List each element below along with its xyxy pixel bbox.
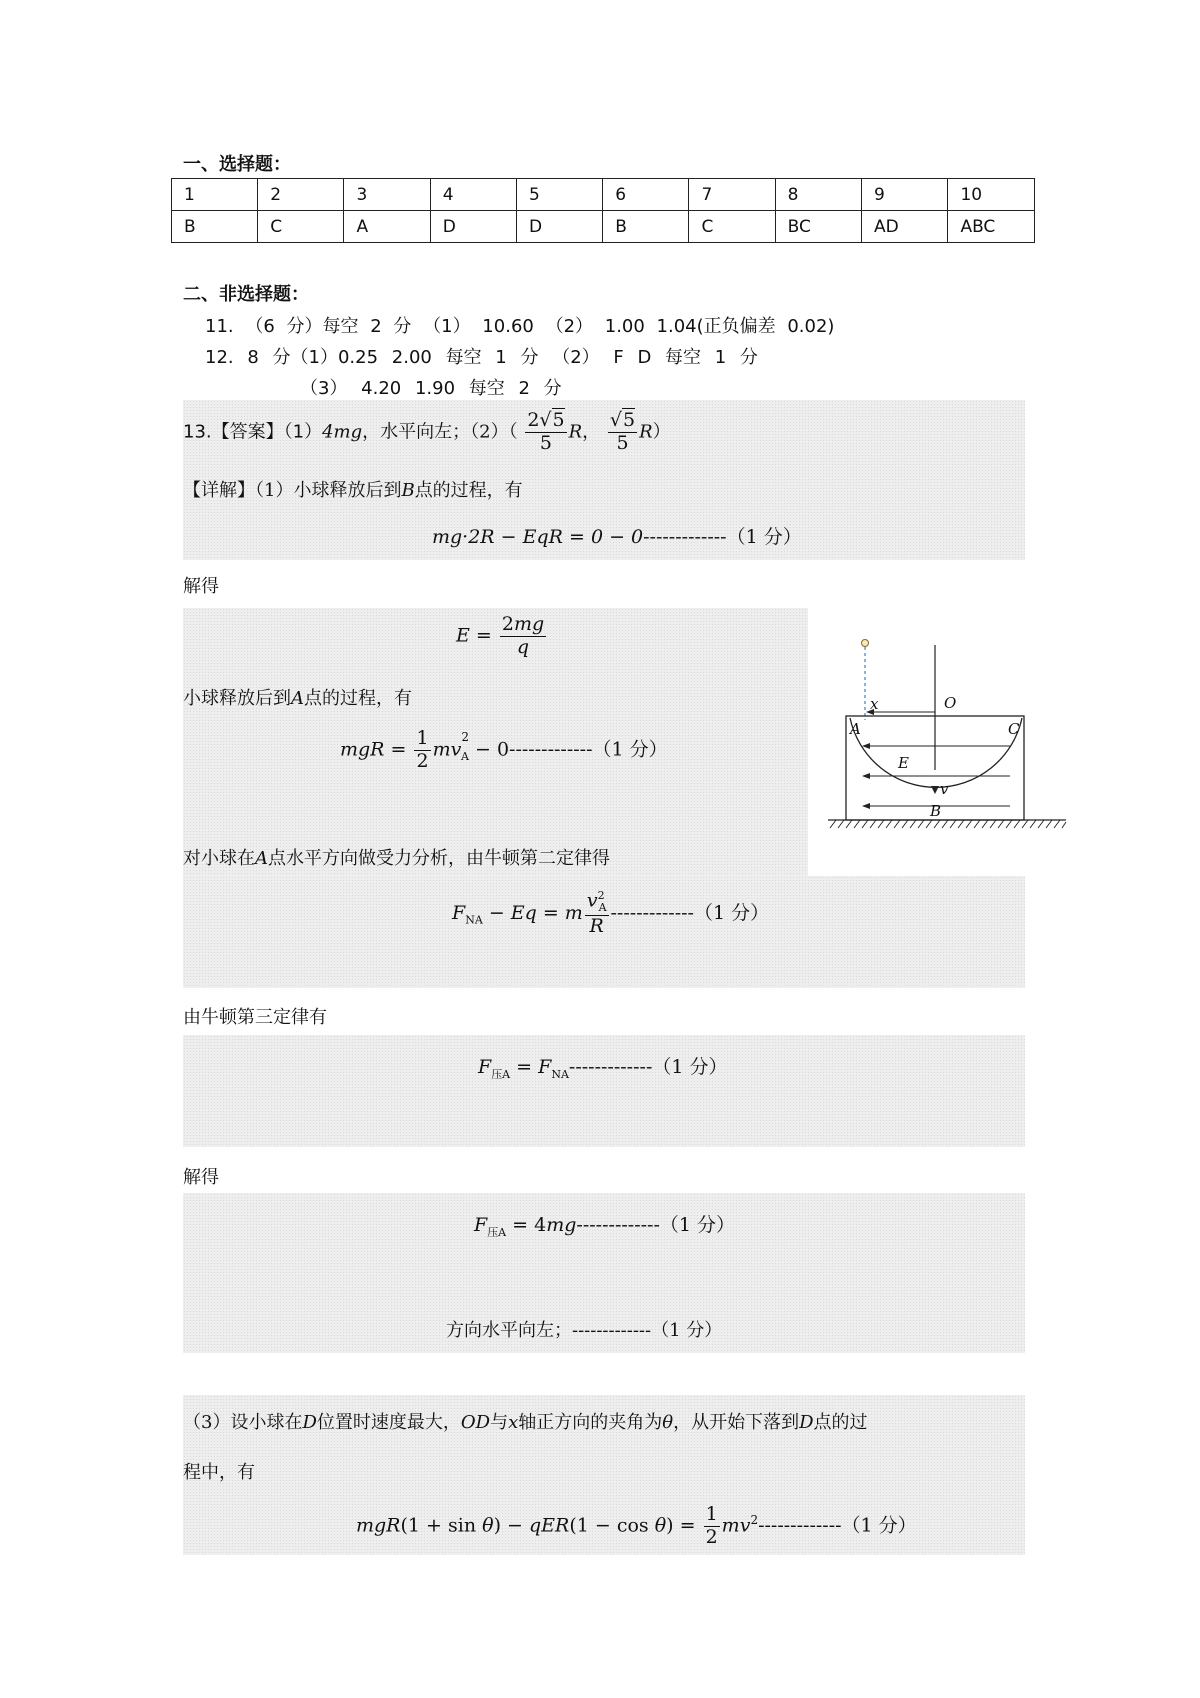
table-cell: 1 [172,179,258,211]
label-x: x [870,695,879,713]
label-o: O [944,694,957,712]
detail-intro-tail: 点的过程，有 [414,480,523,501]
solve-label-2: 解得 [183,1167,219,1188]
semicircle-track [850,718,1022,787]
table-cell: 9 [862,179,948,211]
table-cell: AD [862,211,948,243]
ball-icon [862,640,869,647]
table-cell: 8 [775,179,861,211]
force-prefix: 对小球在 [183,848,255,869]
table-cell: ABC [948,211,1035,243]
table-cell: D [516,211,602,243]
table-cell: 6 [603,179,689,211]
label-e: E [898,754,909,772]
section2-heading: 二、非选择题： [183,284,309,305]
table-cell: C [258,211,344,243]
score-mark: -------------（1 分） [610,901,770,924]
label-b: B [930,802,942,820]
table-cell: D [430,211,516,243]
part3-line-1 [183,1408,868,1434]
theta-symbol: θ [662,1412,674,1433]
fraction-va2-over-r: $\frac{v^2_A}{R}$ [586,889,607,937]
table-cell: B [603,211,689,243]
q13-answer-line: 13.【答案】（1）4mg，水平向左；（2）（ $\frac{2√5}{5}$ R， $\frac{√5}{5}$ R） [183,409,671,454]
fraction-2root5-over-5: $\frac{2√5}{5}$ [527,409,565,454]
detail-intro [183,476,523,502]
part3-text: ，从开始下落到 [673,1412,800,1433]
part3-text: 位置时速度最大， [316,1412,461,1433]
arrow-head-icon [862,773,870,779]
score-mark: -------------（1 分） [758,1514,917,1537]
q13-answer-4mg: 4mg [322,421,363,443]
equation-newton-2: $F_{NA} - Eq = m$ $\frac{v^2_A}{R}$ -------------（1 分） [452,889,770,937]
to-a-tail: 点的过程，有 [304,688,412,709]
force-analysis-line [183,844,610,870]
q13-answer-mid: ，水平向左；（2）（ [362,421,518,443]
point-a-label: A [255,848,268,869]
point-d-label: D [302,1412,317,1433]
arrow-head-icon [862,803,870,809]
q13-answer-end: ） [652,421,671,443]
table-row-answers [172,211,1035,243]
equation-field-e: E = $\frac{2mg}{q}$ [456,613,545,658]
part3-line-2: 程中，有 [183,1462,255,1483]
detail-intro-text: 【详解】（1）小球释放后到 [183,480,402,501]
part3-text: （3）设小球在 [183,1412,303,1433]
q13-answer-prefix: 13.【答案】（1） [183,421,323,443]
fraction-one-half: $\frac{1}{2}$ [705,1503,718,1548]
table-cell: A [344,211,430,243]
table-cell: 3 [344,179,430,211]
velocity-arrow-icon [931,786,939,794]
table-row-numbers [172,179,1035,211]
solve-label-1: 解得 [183,576,219,597]
segment-od-label: OD [460,1412,491,1433]
part3-text: 轴正方向的夹角为 [518,1412,663,1433]
table-cell: C [689,211,775,243]
section1-heading: 一、选择题： [183,154,291,175]
equation-energy-b [432,522,802,549]
label-a: A [850,720,861,738]
score-mark: -------------（1 分） [568,1056,728,1078]
fraction-2mg-over-q: $\frac{2mg}{q}$ [501,613,545,658]
q12-line-2: （3） 4.20 1.90 每空 2 分 [300,378,562,399]
table-cell: BC [775,211,861,243]
point-a-label: A [291,688,304,709]
newton-3-label: 由牛顿第三定律有 [183,1007,327,1028]
answer-table [171,178,1035,243]
to-a-prefix: 小球释放后到 [183,688,291,709]
to-a-line [183,684,412,710]
fraction-one-half: $\frac{1}{2}$ [416,727,429,772]
equation-energy-a: mgR = $\frac{1}{2}$ $mv_{^2A} - 0-------------(1$ 分） [340,727,668,772]
equation-result-force: $F_{压A} = 4mg-------------(1$ 分） [474,1214,736,1239]
score-mark: -------------（1 分） [576,1214,736,1236]
equation-energy-d: mgR(1 + sin θ) − qER(1 − cos θ) = $\frac{1}{2}$ $mv^2-------------(1$ 分） [356,1503,917,1548]
table-cell: 4 [430,179,516,211]
force-tail: 点水平方向做受力分析，由牛顿第二定律得 [268,848,610,869]
table-cell: B [172,211,258,243]
table-cell: 5 [516,179,602,211]
table-cell: 10 [948,179,1035,211]
table-cell: 7 [689,179,775,211]
fraction-root5-over-5: $\frac{√5}{5}$ [609,409,636,454]
label-v: v [940,780,949,798]
physics-diagram [820,630,1070,840]
label-c: C [1008,720,1020,738]
score-mark: -------------（1 分） [509,738,668,761]
score-mark: -------------（1 分） [643,526,802,548]
q11-line: 11. （6 分）每空 2 分 （1） 10.60 （2） 1.00 1.04(正负偏差 0.02) [205,316,835,337]
part3-text: 点的过 [813,1412,868,1433]
equation-energy-b-text: mg·2R − EqR = 0 − 0 [432,526,644,548]
axis-x-label: x [508,1412,519,1433]
table-cell: 2 [258,179,344,211]
q12-line-1: 12. 8 分（1）0.25 2.00 每空 1 分 （2） F D 每空 1 分 [205,347,758,368]
equation-newton-3: $F_{压A} = F_{NA}-------------(1$ 分） [478,1056,728,1081]
point-b-label: B [401,480,415,501]
direction-line: 方向水平向左；-------------（1 分） [446,1320,723,1341]
part3-text: 与 [490,1412,509,1433]
point-d-label: D [799,1412,814,1433]
ground-hatching [830,820,1066,828]
